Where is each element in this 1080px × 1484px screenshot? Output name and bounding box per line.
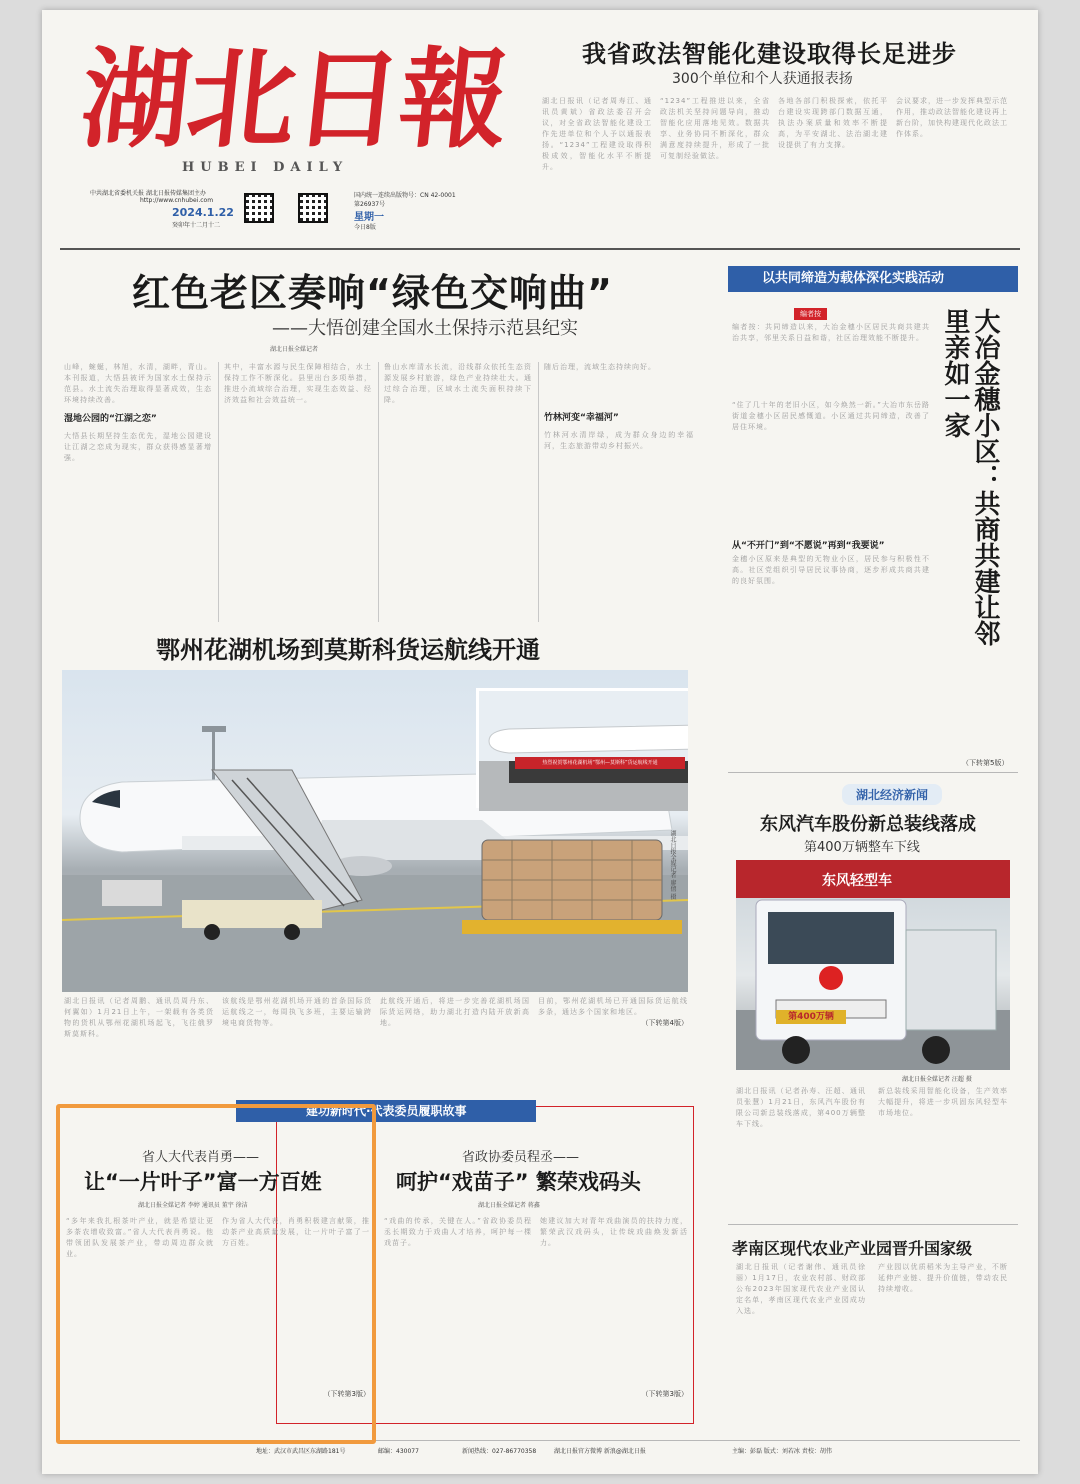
right-kicker: 省政协委员程丞——	[462, 1150, 580, 1165]
cn-number: 国内统一连续出版物号：CN 42-0001	[354, 192, 456, 199]
side-body-1: “住了几十年的老旧小区，如今焕然一新。”大冶市东岳路街道金穗小区居民感慨道。小区通过共同缔造，改善了居住环境。	[732, 401, 930, 431]
masthead-logo: 湖北日報	[75, 37, 513, 163]
airport-col-4: 目前，鄂州花湖机场已开通国际货运航线多条，通达多个国家和地区。 （下转第4版）	[538, 997, 688, 1027]
airport-headline: 鄂州花湖机场到莫斯科货运航线开通	[156, 635, 540, 664]
inset-plane-illustration	[479, 691, 688, 811]
side-headline: 大冶金穗小区：共商共建让邻里亲如一家	[940, 308, 1000, 646]
lead-col-4: 随后治理，流域生态持续向好。 竹林河变“幸福河” 竹林河水清岸绿，成为群众身边的幸福河，生态旅游带动乡村振兴。	[544, 363, 694, 450]
truck-illustration	[736, 860, 1010, 1070]
side-body-2: 金穗小区原来是典型的无物业小区，居民参与积极性不高。社区党组织引导居民议事协商，逐步形成共商共建的良好氛围。	[732, 555, 930, 585]
publisher-line-1: 中共湖北省委机关报	[90, 190, 145, 197]
divider-side	[728, 772, 1018, 773]
airport-continued: （下转第4版）	[641, 1019, 688, 1027]
footer-address: 地址：武汉市武昌区东湖路181号	[256, 1448, 346, 1455]
delegates-banner-text: 建功新时代·代表委员履职故事	[306, 1104, 467, 1118]
airport-col-2: 该航线是鄂州花湖机场开通的首条国际货运航线之一，每周执飞多班，主要运输跨境电商货物等。	[222, 997, 372, 1027]
side-subhead-1: 从“不开门”到“不愿说”再到“我要说”	[732, 541, 885, 551]
truck-banner: 第400万辆	[776, 1010, 846, 1024]
left-col-2: 作为省人大代表，肖勇积极建言献策，推动茶产业高质量发展，让一片叶子富了一方百姓。 （下转第3版）	[222, 1217, 370, 1398]
lead-story-subheadline: ——大悟创建全国水土保持示范县纪实	[272, 318, 578, 339]
divider-dongfeng	[728, 1224, 1018, 1225]
top-story-body-3: 各地各部门积极探索，依托平台建设实现跨部门数据互通，执法办案质量和效率不断提高，为平安湖北、法治湖北建设提供了有力支撑。	[778, 97, 888, 149]
xiaonan-headline: 孝南区现代农业产业园晋升国家级	[732, 1239, 973, 1258]
issue-date: 2024.1.22	[172, 206, 234, 219]
dongfeng-headline: 东风汽车股份新总装线落成	[760, 814, 976, 835]
divider-top	[60, 248, 1020, 250]
top-story-body-1: 湖北日报讯（记者周寿江、通讯员黄斌）省政法委召开会议，对全省政法智能化建设工作先进单位和个人予以通报表扬。“1234”工程建设取得积极成效，智能化水平不断提升。	[542, 97, 652, 171]
footer-hotline: 新闻热线：027-86770358	[462, 1448, 537, 1455]
lead-story-byline: 湖北日报全媒记者	[270, 346, 319, 353]
left-col-1: “多年来我扎根茶叶产业，就是希望让更多茶农增收致富。”省人大代表肖勇说。他带领团队发展茶产业，带动周边群众就业。	[66, 1217, 214, 1258]
top-story-headline: 我省政法智能化建设取得长足进步	[582, 39, 957, 68]
airport-col-1: 湖北日报讯（记者周鹏、通讯员周丹东、何翼如）1月21日上午，一架载有各类货物的货机从鄂州花湖机场起飞，飞往俄罗斯莫斯科。	[64, 997, 214, 1038]
dongfeng-subheadline: 第400万辆整车下线	[804, 840, 920, 855]
website: http://www.cnhubei.com	[140, 197, 214, 204]
lead-subhead-1: 湿地公园的“江湖之恋”	[64, 414, 157, 424]
airport-col-3: 此航线开通后，将进一步完善花湖机场国际货运网络，助力湖北打造内陆开放新高地。	[380, 997, 530, 1027]
right-col-2: 她建议加大对青年戏曲演员的扶持力度，繁荣武汉戏码头，让传统戏曲焕发新活力。 （下转第3版）	[540, 1217, 688, 1398]
lead-col-1: 山峰，蜿蜒，林旭，水清，湖畔，青山。本刊报道，大悟县被评为国家水土保持示范县。水土流失治理取得显著成效，生态环境持续改善。 湿地公园的“江湖之恋” 大悟县长期坚持生态优先，湿地公园建设让江湖之恋成为现实，群众获得感显著增强。	[64, 363, 212, 462]
airport-photo-caption: 湖北日报全媒记者 廖僖 摄	[669, 830, 676, 900]
lunar-date: 癸卯年十二月十二	[172, 222, 221, 229]
side-continued: （下转第5版）	[962, 759, 1009, 767]
xiaonan-col-2: 产业园以优质稻米为主导产业，不断延伸产业链、提升价值链，带动农民持续增收。	[878, 1263, 1008, 1293]
lead-story-headline: 红色老区奏响“绿色交响曲”	[132, 271, 613, 315]
footer-app: 湖北日报官方微博 新浪@湖北日报	[554, 1448, 646, 1455]
dongfeng-col-1: 湖北日报讯（记者孙寿、汪超、通讯员张慧）1月21日，东风汽车股份有限公司新总装线落成，第400万辆整车下线。	[736, 1087, 866, 1128]
qr-code-1	[244, 193, 274, 223]
left-byline: 湖北日报全媒记者 李婷 通讯员 董宇 徐洁	[138, 1202, 248, 1209]
qr-code-2	[298, 193, 328, 223]
footer-editors: 主编：彭磊 版式：刘若冰 责校：胡伟	[732, 1448, 832, 1455]
left-headline: 让“一片叶子”富一方百姓	[84, 1170, 322, 1194]
left-kicker: 省人大代表肖勇——	[142, 1150, 260, 1165]
page-count: 今日8版	[354, 224, 376, 231]
side-banner	[728, 266, 1018, 292]
masthead-english-name: HUBEI DAILY	[182, 160, 349, 175]
lead-col-divider-3	[538, 362, 539, 622]
lead-col-3: 鲁山水库清水长流，沿线群众依托生态资源发展乡村旅游，绿色产业持续壮大。通过综合治理，区域水土流失面积持续下降。	[384, 363, 532, 404]
truck-brand: 东风轻型车	[822, 873, 892, 889]
dongfeng-col-2: 新总装线采用智能化设备，生产效率大幅提升，将进一步巩固东风轻型车市场地位。	[878, 1087, 1008, 1117]
issue-number: 第26937号	[354, 201, 386, 208]
dongfeng-section-tag: 湖北经济新闻	[842, 784, 942, 805]
lead-col-divider-2	[378, 362, 379, 622]
lead-col-divider-1	[218, 362, 219, 622]
editor-note-tag: 编者按	[794, 308, 827, 320]
right-byline: 湖北日报全媒记者 蒋鑫	[478, 1202, 540, 1209]
highlight-box	[56, 1104, 376, 1444]
lead-col-2: 其中，丰富水源与民生保障相结合，水土保持工作不断深化。县里出台多项举措，推进小流域综合治理，实现生态效益、经济效益和社会效益统一。	[224, 363, 372, 404]
footer-zip: 邮编：430077	[378, 1448, 419, 1455]
editor-note-body: 编者按：共同缔造以来，大冶金穗小区居民共商共建共治共享，邻里关系日益和谐，社区治理效能不断提升。	[732, 323, 930, 342]
right-col-1: “戏曲的传承，关键在人。”省政协委员程丞长期致力于戏曲人才培养，呵护每一棵戏苗子。	[384, 1217, 532, 1247]
publisher-line-2: 湖北日报传媒集团主办	[146, 190, 207, 197]
inset-photo	[476, 688, 688, 808]
truck-photo-caption: 湖北日报全媒记者 汪超 摄	[902, 1076, 972, 1083]
left-continued: （下转第3版）	[323, 1390, 370, 1398]
weekday: 星期一	[354, 212, 384, 223]
lead-subhead-2: 竹林河变“幸福河”	[544, 413, 619, 423]
right-continued: （下转第3版）	[641, 1390, 688, 1398]
airport-main-photo	[62, 670, 688, 992]
right-headline: 呵护“戏苗子” 繁荣戏码头	[396, 1170, 641, 1194]
inset-banner: 热烈祝贺鄂州花湖机场“鄂州—莫斯科”货运航线开通	[515, 757, 685, 769]
top-story-subheadline: 300个单位和个人获通报表扬	[672, 71, 853, 87]
xiaonan-col-1: 湖北日报讯（记者谢伟、通讯员徐丽）1月17日，农业农村部、财政部公布2023年国家现代农业产业园认定名单，孝南区现代农业产业园成功入选。	[736, 1263, 866, 1315]
side-banner-text: 以共同缔造为载体深化实践活动	[762, 271, 945, 286]
truck-photo	[736, 860, 1010, 1070]
top-story-body-2: “1234”工程推进以来，全省政法机关坚持问题导向，推动智能化应用落地见效。数据共享、业务协同不断深化，群众满意度持续提升，形成了一批可复制经验做法。	[660, 97, 770, 160]
top-story-body-4: 会议要求，进一步发挥典型示范作用，推动政法智能化建设再上新台阶，加快构建现代化政法工作体系。	[896, 97, 1008, 138]
